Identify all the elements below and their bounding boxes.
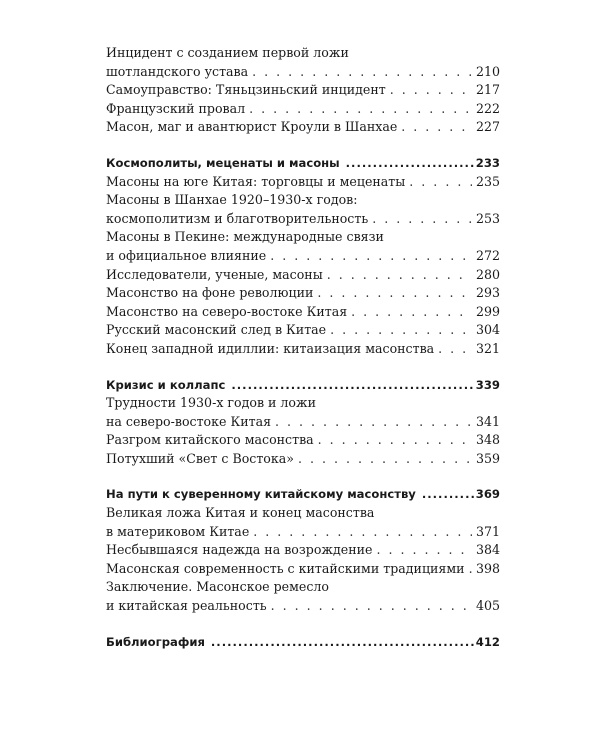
- chapter-page-number: 233: [475, 155, 500, 170]
- chapter-page-number: 412: [475, 634, 500, 649]
- toc-page-number: 299: [475, 303, 500, 319]
- toc-entry[interactable]: [106, 340, 500, 359]
- dot-leader: [252, 63, 472, 82]
- toc-entry[interactable]: [106, 228, 500, 265]
- chapter-title: Кризис и коллапс: [106, 377, 226, 392]
- toc-entry-row: [106, 210, 500, 229]
- toc-page-number: 405: [475, 598, 500, 614]
- toc-page-number: 398: [475, 560, 500, 576]
- toc-entry-title: космополитизм и благотворительность: [106, 210, 369, 226]
- toc-entry-row: [106, 100, 500, 119]
- toc-entry-row: [106, 173, 500, 192]
- toc-entry-line: Масоны в Пекине: международные связи: [106, 229, 384, 245]
- toc-page-number: 280: [475, 266, 500, 282]
- toc-entry-line: Инцидент с созданием первой ложи: [106, 45, 349, 60]
- toc-entry-row: [106, 450, 500, 469]
- toc-entry[interactable]: [106, 100, 500, 119]
- dot-leader: [271, 597, 472, 616]
- toc-entry[interactable]: [106, 118, 500, 137]
- toc-entry[interactable]: [106, 450, 500, 469]
- toc-entry-title: Несбывшаяся надежда на возрождение: [106, 542, 373, 558]
- dot-leader: [330, 321, 472, 340]
- toc-entry-title: Масонство на северо-востоке Китая: [106, 303, 348, 319]
- dot-leader: [401, 118, 472, 137]
- toc-page-number: 222: [475, 100, 500, 116]
- dot-leader: [376, 541, 472, 560]
- toc-entry-row: [106, 597, 500, 616]
- toc-entry[interactable]: [106, 394, 500, 431]
- toc-page-number: 235: [475, 173, 500, 189]
- toc-entry-title: и официальное влияние: [106, 247, 267, 263]
- dot-leader: [351, 303, 472, 322]
- toc-entry[interactable]: [106, 560, 500, 579]
- chapter-heading[interactable]: [106, 154, 500, 173]
- section-gap: [106, 616, 500, 633]
- toc-entry-row: [106, 118, 500, 137]
- toc-entry-title: Французский провал: [106, 100, 246, 116]
- toc-page-number: 321: [475, 340, 500, 356]
- toc-entry-row: [106, 523, 500, 542]
- toc-page-number: 253: [475, 210, 500, 226]
- toc-page-number: 272: [475, 247, 500, 263]
- toc-entry[interactable]: [106, 321, 500, 340]
- dot-leader: [318, 431, 472, 450]
- toc-entry[interactable]: [106, 578, 500, 615]
- toc-entry-title: Масонская современность с китайскими традициями: [106, 560, 465, 576]
- toc-page-number: 384: [475, 542, 500, 558]
- chapter-page-number: 369: [475, 487, 500, 502]
- dot-leader: [327, 266, 472, 285]
- toc-entry-title: Исследователи, ученые, масоны: [106, 266, 323, 282]
- toc-entry-title: шотландского устава: [106, 63, 249, 79]
- toc-entry-title: Масонство на фоне революции: [106, 285, 314, 301]
- dot-leader: [298, 450, 472, 469]
- dot-leader: [346, 154, 474, 173]
- dot-leader: [275, 413, 472, 432]
- chapter-title: Космополиты, меценаты и масоны: [106, 155, 340, 170]
- toc-entry[interactable]: [106, 266, 500, 285]
- dot-leader: [438, 340, 472, 359]
- toc-entry-title: Конец западной идиллии: китаизация масонства: [106, 340, 435, 356]
- toc-entry-row: [106, 284, 500, 303]
- chapter-heading[interactable]: [106, 485, 500, 504]
- toc-entry[interactable]: [106, 284, 500, 303]
- toc-page-number: 210: [475, 63, 500, 79]
- toc-entry-row: [106, 81, 500, 100]
- toc-entry-line: Масоны в Шанхае 1920–1930-х годов:: [106, 192, 358, 208]
- toc-page-number: 341: [475, 413, 500, 429]
- toc-entry-line: Заключение. Масонское ремесло: [106, 579, 330, 595]
- toc-entry-row: [106, 303, 500, 322]
- toc-entry-row: [106, 63, 500, 82]
- chapter-heading[interactable]: [106, 376, 500, 395]
- toc-entry-row: [106, 266, 500, 285]
- toc-page-number: 293: [475, 285, 500, 301]
- toc-entry-row: [106, 321, 500, 340]
- toc-entry[interactable]: [106, 303, 500, 322]
- toc-page-number: 348: [475, 432, 500, 448]
- chapter-title: На пути к суверенному китайскому масонству: [106, 487, 416, 502]
- toc-entry-title: Самоуправство: Тяньцзиньский инцидент: [106, 82, 386, 98]
- toc-page-number: 227: [475, 119, 500, 135]
- toc-entry-row: [106, 413, 500, 432]
- toc-entry[interactable]: [106, 173, 500, 192]
- dot-leader: [231, 376, 473, 395]
- toc-entry-line: Великая ложа Китая и конец масонства: [106, 505, 375, 521]
- toc-entry-title: в материковом Китае: [106, 523, 250, 539]
- section-gap: [106, 137, 500, 154]
- toc-entry[interactable]: [106, 191, 500, 228]
- dot-leader: [390, 81, 472, 100]
- chapter-title: Библиография: [106, 634, 205, 649]
- dot-leader: [409, 173, 472, 192]
- toc-entry-row: [106, 340, 500, 359]
- dot-leader: [317, 284, 472, 303]
- dot-leader: [249, 100, 472, 119]
- toc-entry-row: [106, 247, 500, 266]
- toc-entry[interactable]: [106, 431, 500, 450]
- toc-page-number: 304: [475, 322, 500, 338]
- toc-entry[interactable]: [106, 541, 500, 560]
- toc-page-number: 371: [475, 523, 500, 539]
- toc-entry-row: [106, 431, 500, 450]
- dot-leader: [372, 210, 472, 229]
- toc-page-number: 359: [475, 450, 500, 466]
- toc-entry-title: Потухший «Свет с Востока»: [106, 450, 294, 466]
- toc-entry-title: Масоны на юге Китая: торговцы и меценаты: [106, 173, 406, 189]
- toc-entry[interactable]: [106, 81, 500, 100]
- dot-leader: [253, 523, 472, 542]
- chapter-page-number: 339: [475, 377, 500, 392]
- toc-page-number: 217: [475, 82, 500, 98]
- toc-entry-title: Русский масонский след в Китае: [106, 322, 327, 338]
- toc-entry-line: Трудности 1930-х годов и ложи: [106, 395, 316, 411]
- section-gap: [106, 468, 500, 485]
- dot-leader: [422, 485, 474, 504]
- toc-entry[interactable]: [106, 504, 500, 541]
- toc-entry-row: [106, 541, 500, 560]
- table-of-contents: [106, 44, 500, 651]
- dot-leader: [211, 633, 474, 652]
- dot-leader: [270, 247, 472, 266]
- section-gap: [106, 359, 500, 376]
- toc-entry-title: на северо-востоке Китая: [106, 413, 272, 429]
- chapter-heading[interactable]: [106, 633, 500, 652]
- toc-entry-title: и китайская реальность: [106, 598, 267, 614]
- toc-entry-title: Масон, маг и авантюрист Кроули в Шанхае: [106, 119, 398, 135]
- toc-entry-row: [106, 560, 500, 579]
- dot-leader: [469, 560, 472, 579]
- toc-entry[interactable]: [106, 44, 500, 81]
- toc-entry-title: Разгром китайского масонства: [106, 432, 314, 448]
